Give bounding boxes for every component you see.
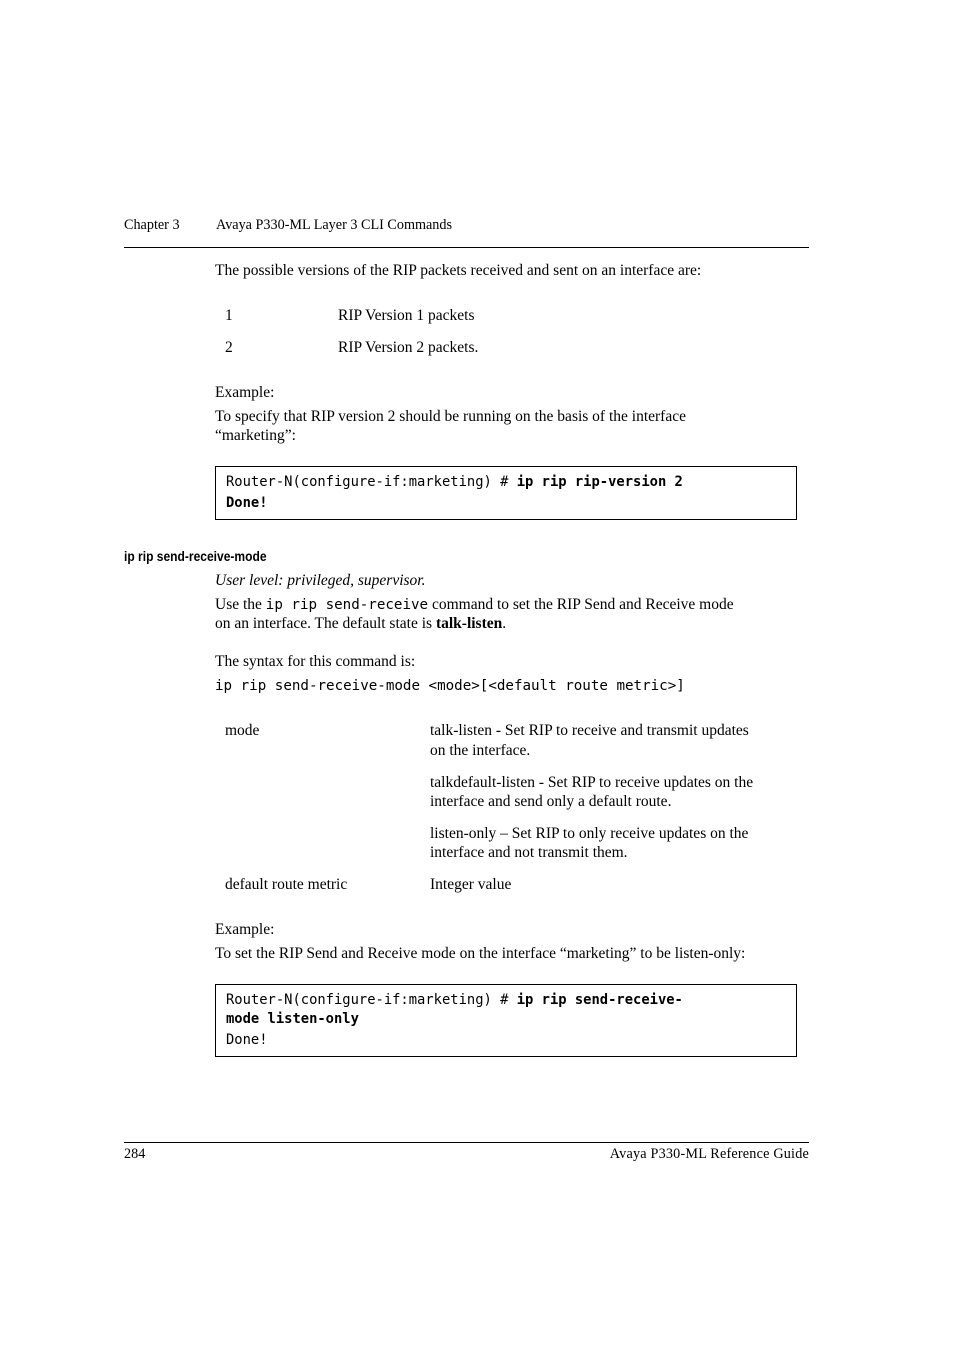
param-metric-label: default route metric [225,876,348,893]
example2-label: Example: [215,921,275,938]
header-rule [124,247,809,248]
description-line1 [215,595,734,615]
example2-code-line3 [226,1031,268,1050]
footer-rule [124,1142,809,1143]
example2-code-line1 [226,991,683,1010]
example2-code-line2 [226,1010,359,1029]
example1-code-line2 [226,494,268,513]
header-title: Avaya P330-ML Layer 3 CLI Commands [216,217,453,233]
description-rest: command to set the RIP Send and Receive mode [428,596,734,613]
example2-prompt: Router-N(configure-if:marketing) # [226,992,517,1008]
intro-paragraph: The possible versions of the RIP packets received and sent on an interface are: [215,262,702,279]
example1-code-line1 [226,473,683,492]
version-key-2: 2 [225,339,233,356]
param-mode-label: mode [225,722,260,739]
description-default-text: on an interface. The default state is [215,615,436,632]
example1-prompt: Router-N(configure-if:marketing) # [226,474,517,490]
default-state: talk-listen [435,615,503,632]
example2-command-part2: mode listen-only [226,1011,359,1027]
description-end: . [502,615,507,632]
param-metric-desc: Integer value [430,876,512,893]
example1-label: Example: [215,384,275,401]
example1-result: Done! [226,495,268,511]
example2-code-box [215,984,797,1057]
param-mode-opt2-line1: talkdefault-listen - Set RIP to receive updates on the [430,774,754,791]
syntax-line: ip rip send-receive-mode <mode>[<default route metric>] [215,678,685,694]
description-line2 [215,614,506,633]
example1-text-line2: “marketing”: [215,427,296,444]
param-mode-opt1-line1: talk-listen - Set RIP to receive and transmit updates [430,722,749,739]
example1-text-line1: To specify that RIP version 2 should be running on the basis of the interface [215,408,686,425]
page-number: 284 [124,1146,146,1162]
example2-text: To set the RIP Send and Receive mode on the interface “marketing” to be listen-only: [215,945,746,962]
example2-command-part1: ip rip send-receive- [516,992,683,1008]
example1-code-box [215,466,797,520]
param-mode-opt3-line2: interface and not transmit them. [430,844,628,861]
syntax-intro: The syntax for this command is: [215,653,416,670]
param-mode-opt1-line2: on the interface. [430,742,531,759]
param-mode-opt3-line1: listen-only – Set RIP to only receive updates on the [430,825,749,842]
param-mode-opt2-line2: interface and send only a default route. [430,793,672,810]
version-desc-2: RIP Version 2 packets. [338,339,479,356]
example2-result: Done! [226,1032,268,1048]
header-chapter: Chapter 3 [124,217,180,233]
description-use-the: Use the [215,596,266,613]
version-key-1: 1 [225,307,233,324]
example1-command: ip rip rip-version 2 [516,474,683,490]
footer-guide-title: Avaya P330-ML Reference Guide [609,1146,809,1162]
inline-command: ip rip send-receive [265,597,429,613]
section-heading: ip rip send-receive-mode [124,548,267,564]
version-desc-1: RIP Version 1 packets [338,307,475,324]
user-level: User level: privileged, supervisor. [215,572,426,589]
